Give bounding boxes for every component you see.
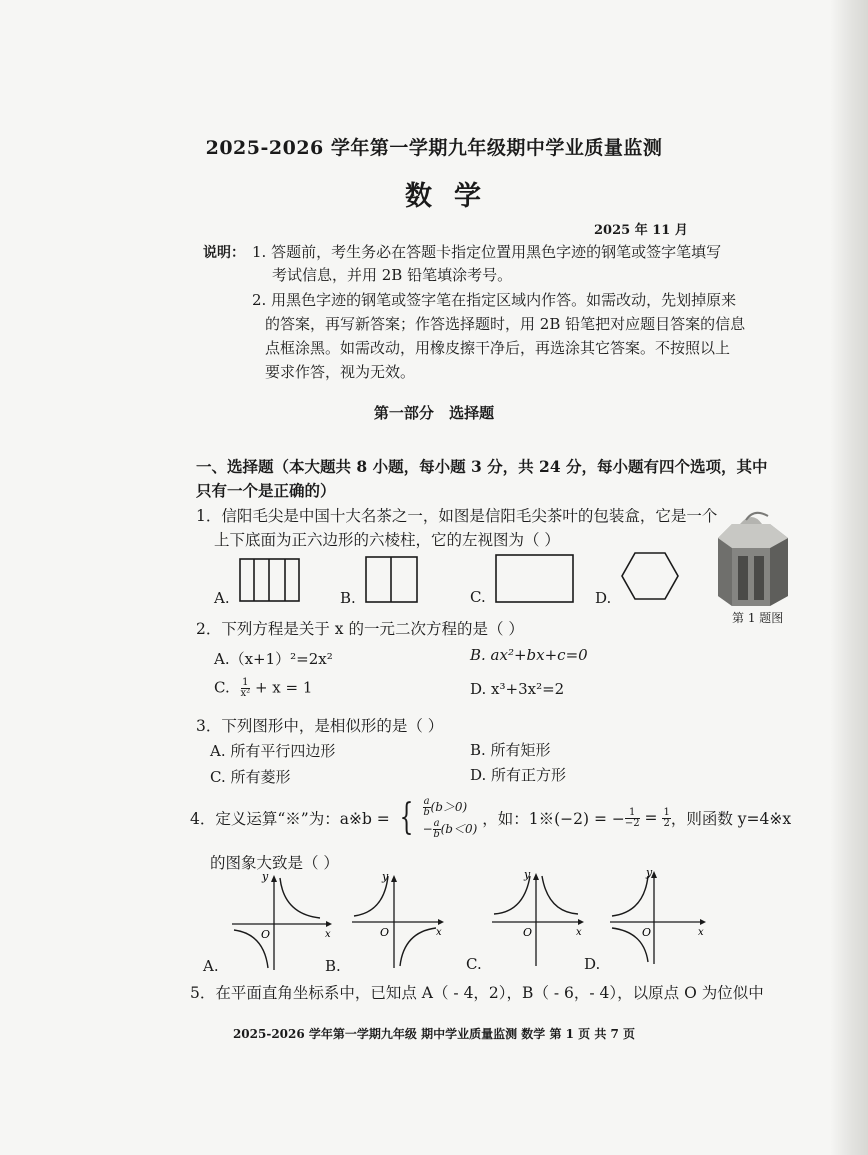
- q4-case-1-condition: (b＞0): [430, 800, 468, 814]
- q4-case-2-denominator: b: [433, 829, 440, 840]
- q4-b-y-label: y: [382, 870, 389, 883]
- q4-case-1: [423, 796, 478, 818]
- q4-b-origin-label: O: [380, 926, 390, 939]
- q4-d-y-label: y: [646, 866, 653, 879]
- q1-figure-caption: 第 1 题图: [732, 611, 784, 625]
- q2-option-d: D. x³+3x²=2: [470, 680, 565, 698]
- q3-option-a: A. 所有平行四边形: [210, 742, 336, 760]
- q2-option-c-label: C.: [214, 678, 230, 697]
- q4-a-y-label: y: [262, 870, 269, 883]
- q1-option-a-figure: [238, 557, 302, 605]
- part-1-title: 第一部分 选择题: [373, 404, 495, 422]
- q4-case-1-numerator: a: [423, 796, 430, 807]
- q5-stem-line-1: 5．在平面直角坐标系中，已知点 A（ - 4，2），B（ - 6，- 4），以原点 O 为位似中: [190, 984, 764, 1002]
- q3-option-d: D. 所有正方形: [470, 766, 567, 784]
- q1-option-b-label: B.: [340, 589, 356, 607]
- q1-option-c-label: C.: [470, 588, 486, 606]
- section-1-heading-line-2: 只有一个是正确的）: [196, 481, 336, 500]
- q4-d-origin-label: O: [642, 926, 652, 939]
- q2-option-a: A.（x+1）²=2x²: [214, 650, 333, 668]
- q4-example-fraction-1: [625, 808, 640, 829]
- q4-b-x-label: x: [436, 927, 442, 938]
- q4-brace: {: [399, 797, 414, 838]
- q4-example-fraction-1-denominator: −2: [624, 817, 640, 829]
- q3-stem: 3．下列图形中，是相似形的是（ ）: [196, 717, 444, 735]
- q4-case-2-condition: (b＜0): [440, 822, 478, 836]
- q4-option-b-label: B.: [325, 957, 341, 975]
- q4-option-a-label: A.: [203, 957, 219, 975]
- q1-stem-line-2: 上下底面为正六边形的六棱柱，它的左视图为（ ）: [214, 531, 560, 549]
- instruction-2-line-4: 要求作答，视为无效。: [265, 363, 416, 381]
- q4-stem-line-2: 的图象大致是（ ）: [210, 854, 339, 872]
- exam-title: 2025-2026 学年第一学期九年级期中学业质量监测: [205, 137, 663, 159]
- q3-option-c: C. 所有菱形: [210, 768, 291, 786]
- q4-c-origin-label: O: [523, 926, 533, 939]
- q1-option-a-label: A.: [214, 589, 230, 607]
- q4-option-d-label: D.: [584, 955, 601, 973]
- instruction-2-line-2: 的答案，再写新答案；作答选择题时，用 2B 铅笔把对应题目答案的信息: [265, 315, 746, 333]
- subject-title: 数学: [405, 181, 503, 212]
- instructions-label: 说明：: [203, 245, 245, 261]
- q1-option-d-figure: [620, 550, 680, 602]
- page-footer: 2025-2026 学年第一学期九年级 期中学业质量监测 数学 第 1 页 共 7 页: [232, 1027, 636, 1041]
- q4-option-b-graph: [350, 870, 450, 970]
- section-1-heading-line-1: 一、选择题（本大题共 8 小题，每小题 3 分，共 24 分，每小题有四个选项，其中: [196, 457, 768, 476]
- q4-example-equals: =: [639, 809, 663, 827]
- q1-stem-line-1: 1．信阳毛尖是中国十大名茶之一，如图是信阳毛尖茶叶的包装盒，它是一个: [196, 507, 718, 525]
- q4-c-y-label: y: [524, 868, 531, 881]
- q4-stem-line-1: [190, 796, 791, 840]
- q2-option-c-rest: + x = 1: [254, 678, 313, 697]
- q4-example-prefix: ，如：1※(−2) = −: [482, 810, 625, 828]
- q2-option-c-fraction: [241, 678, 251, 699]
- q4-case-2-fraction: [433, 819, 441, 840]
- q4-case-2-numerator: a: [433, 818, 440, 829]
- q4-option-c-label: C.: [466, 955, 482, 973]
- q4-function-suffix: ，则函数 y=4※x: [670, 810, 792, 828]
- instruction-1-line-1: 1. 答题前，考生务必在答题卡指定位置用黑色字迹的钢笔或签字笔填写: [252, 243, 722, 261]
- q4-option-a-graph: [228, 870, 338, 972]
- instruction-2-line-3: 点框涂黑。如需改动，用橡皮擦干净后，再选涂其它答案。不按照以上: [265, 339, 731, 357]
- q3-option-b: B. 所有矩形: [470, 741, 551, 759]
- q2-option-c-denominator: x²: [240, 688, 251, 699]
- q4-option-c-graph: [490, 868, 590, 968]
- q4-definition-prefix: 4．定义运算“※”为：a※b =: [190, 810, 390, 828]
- q1-option-d-label: D.: [595, 589, 612, 607]
- q4-example-fraction-2: [662, 808, 670, 829]
- q4-example-fraction-1-numerator: 1: [625, 808, 640, 819]
- q4-case-1-fraction: [423, 797, 431, 818]
- q1-option-b-figure: [364, 555, 420, 605]
- q4-example-fraction-2-denominator: 2: [663, 817, 670, 829]
- q2-option-b: B. ax²+bx+c=0: [470, 646, 588, 664]
- instruction-2-line-1: 2. 用黑色字迹的钢笔或签字笔在指定区域内作答。如需改动，先划掉原来: [252, 291, 737, 309]
- q2-option-c: [214, 678, 312, 699]
- q4-c-x-label: x: [576, 927, 582, 938]
- q4-example-fraction-2-numerator: 1: [663, 806, 670, 818]
- instruction-1-line-2: 考试信息，并用 2B 铅笔填涂考号。: [272, 266, 513, 284]
- q4-cases: [423, 796, 478, 840]
- exam-date: 2025 年 11 月: [594, 223, 688, 238]
- q2-option-c-numerator: 1: [242, 677, 249, 688]
- q2-stem: 2．下列方程是关于 x 的一元二次方程的是（ ）: [196, 620, 524, 638]
- q4-a-origin-label: O: [261, 928, 271, 941]
- q1-option-c-figure: [494, 553, 576, 605]
- q4-a-x-label: x: [325, 929, 331, 940]
- q4-case-2-sign: −: [422, 822, 433, 836]
- q4-option-d-graph: [608, 866, 712, 966]
- q4-case-1-denominator: b: [423, 807, 430, 818]
- q4-d-x-label: x: [698, 927, 704, 938]
- tea-box-photo: [710, 508, 796, 608]
- q4-case-2: [423, 818, 478, 840]
